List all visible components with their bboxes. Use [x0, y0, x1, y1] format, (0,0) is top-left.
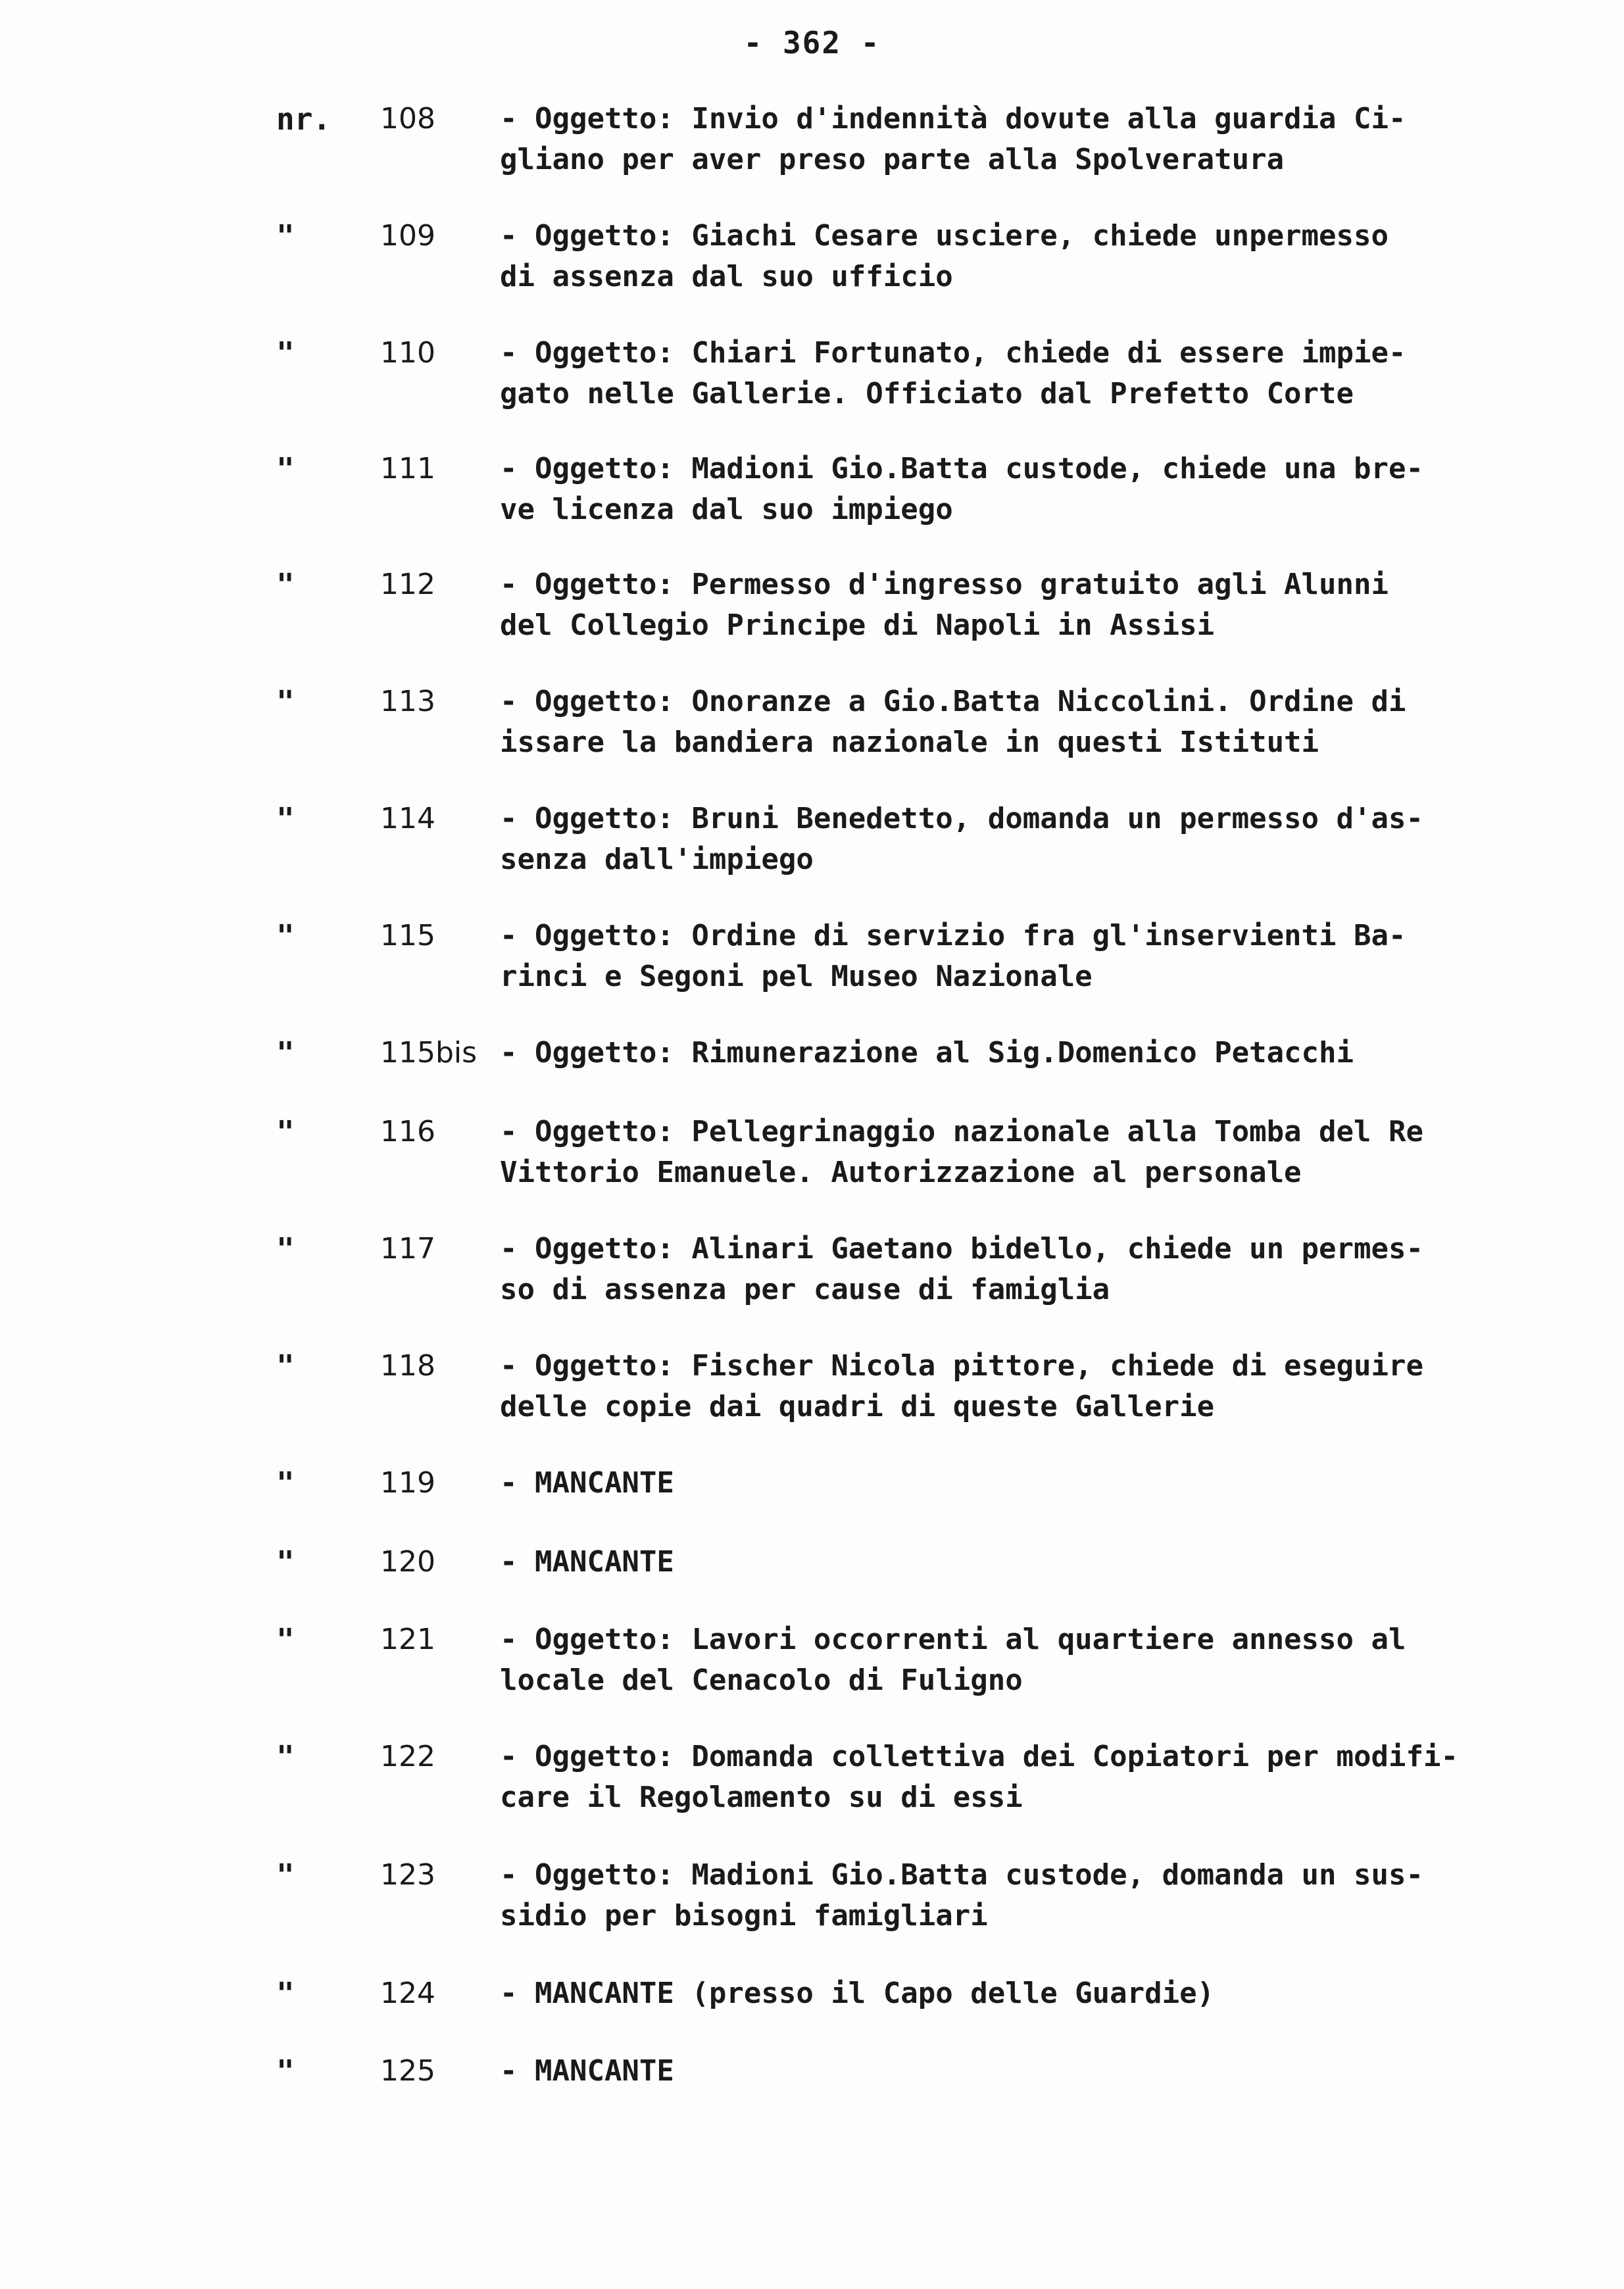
- entry-number: 112: [380, 568, 435, 601]
- entry-text: [500, 1346, 1592, 1427]
- entry-text: [500, 1463, 1592, 1504]
- entry-text: [500, 1542, 1592, 1583]
- entry-text-line: - Oggetto: Madioni Gio.Batta custode, chiede una bre-: [500, 452, 1423, 485]
- entry-text-line: - Oggetto: Onoranze a Gio.Batta Niccolini. Ordine di: [500, 685, 1406, 718]
- entry-text-line: - Oggetto: Fischer Nicola pittore, chiede di eseguire: [500, 1349, 1423, 1383]
- entry-number: 125: [380, 2054, 435, 2088]
- entry-prefix: ": [276, 1114, 295, 1150]
- entry-text-line: - Oggetto: Ordine di servizio fra gl'inservienti Ba-: [500, 919, 1406, 952]
- entry-number: 124: [380, 1977, 435, 2010]
- entry-text-line: care il Regolamento su di essi: [500, 1781, 1023, 1814]
- entry-text-line: - MANCANTE: [500, 2054, 674, 2088]
- entry-text-line: rinci e Segoni pel Museo Nazionale: [500, 960, 1093, 993]
- entry-text: [500, 1112, 1592, 1193]
- entry-text: [500, 916, 1592, 997]
- entry-prefix: ": [276, 218, 295, 254]
- entry-text: [500, 799, 1592, 880]
- entry-number: 120: [380, 1545, 435, 1579]
- entry-prefix: ": [276, 335, 295, 371]
- entry-text: [500, 99, 1592, 180]
- entry-number: 110: [380, 336, 435, 370]
- entry-text: [500, 333, 1592, 414]
- entry-number: 113: [380, 685, 435, 718]
- entry-text: [500, 449, 1592, 530]
- entry-text-line: gliano per aver preso parte alla Spolveratura: [500, 143, 1285, 176]
- entry-text-line: - MANCANTE: [500, 1545, 674, 1579]
- entry-prefix: ": [276, 1622, 295, 1658]
- entry-prefix: ": [276, 2054, 295, 2089]
- entry-prefix: ": [276, 1035, 295, 1071]
- entry-text-line: - Oggetto: Lavori occorrenti al quartiere annesso al: [500, 1623, 1406, 1656]
- entry-text: [500, 1619, 1592, 1701]
- entry-prefix: ": [276, 1544, 295, 1580]
- entry-text-line: - Oggetto: Invio d'indennità dovute alla guardia Ci-: [500, 102, 1406, 135]
- entry-number: 121: [380, 1623, 435, 1656]
- entry-text: [500, 1973, 1592, 2014]
- entry-text: [500, 564, 1592, 646]
- entry-text-line: - Oggetto: Rimunerazione al Sig.Domenico Petacchi: [500, 1036, 1354, 1070]
- entry-text-line: - Oggetto: Madioni Gio.Batta custode, domanda un sus-: [500, 1858, 1423, 1892]
- entry-prefix: ": [276, 1858, 295, 1893]
- entry-text: [500, 216, 1592, 297]
- entry-text: [500, 1229, 1592, 1310]
- entry-text-line: - Oggetto: Chiari Fortunato, chiede di essere impie-: [500, 336, 1406, 370]
- entry-prefix: ": [276, 801, 295, 837]
- entry-text-line: Vittorio Emanuele. Autorizzazione al personale: [500, 1156, 1302, 1189]
- entry-text-line: - MANCANTE (presso il Capo delle Guardie): [500, 1977, 1215, 2010]
- entry-prefix: ": [276, 1739, 295, 1775]
- entry-text-line: - Oggetto: Bruni Benedetto, domanda un permesso d'as-: [500, 802, 1423, 835]
- entry-text-line: locale del Cenacolo di Fuligno: [500, 1663, 1023, 1697]
- entry-text: [500, 1736, 1592, 1818]
- entry-number: 114: [380, 802, 435, 835]
- entry-number: 119: [380, 1466, 435, 1500]
- entry-number: 123: [380, 1858, 435, 1892]
- entry-prefix: ": [276, 451, 295, 487]
- entry-text: [500, 681, 1592, 763]
- entry-text-line: - Oggetto: Alinari Gaetano bidello, chiede un permes-: [500, 1232, 1423, 1266]
- entry-prefix: ": [276, 684, 295, 720]
- entry-prefix: ": [276, 567, 295, 603]
- entry-text-line: ve licenza dal suo impiego: [500, 493, 953, 526]
- entry-number: 116: [380, 1115, 435, 1148]
- entry-number: 111: [380, 452, 435, 485]
- entry-prefix: ": [276, 1231, 295, 1267]
- entry-number: 117: [380, 1232, 435, 1266]
- entry-text-line: del Collegio Principe di Napoli in Assisi: [500, 608, 1215, 642]
- entry-prefix: ": [276, 1348, 295, 1384]
- entry-prefix: nr.: [276, 101, 332, 137]
- entry-number: 115: [380, 919, 435, 952]
- entry-text-line: senza dall'impiego: [500, 843, 814, 876]
- entry-text-line: - Oggetto: Permesso d'ingresso gratuito agli Alunni: [500, 568, 1389, 601]
- entry-text-line: - Oggetto: Giachi Cesare usciere, chiede unpermesso: [500, 219, 1389, 253]
- entry-number: 108: [380, 102, 435, 135]
- entry-prefix: ": [276, 1976, 295, 2011]
- page-number: - 362 -: [743, 25, 881, 61]
- entry-prefix: ": [276, 1465, 295, 1501]
- entry-text: [500, 2051, 1592, 2092]
- entry-number: 115bis: [380, 1036, 478, 1070]
- entry-text-line: - MANCANTE: [500, 1466, 674, 1500]
- entry-number: 118: [380, 1349, 435, 1383]
- entry-text-line: - Oggetto: Domanda collettiva dei Copiatori per modifi-: [500, 1740, 1458, 1773]
- entry-number: 122: [380, 1740, 435, 1773]
- entry-text-line: gato nelle Gallerie. Officiato dal Prefetto Corte: [500, 377, 1354, 410]
- entry-text: [500, 1855, 1592, 1936]
- entry-text-line: - Oggetto: Pellegrinaggio nazionale alla Tomba del Re: [500, 1115, 1423, 1148]
- entry-prefix: ": [276, 918, 295, 954]
- entry-text: [500, 1033, 1592, 1073]
- entry-text-line: issare la bandiera nazionale in questi Istituti: [500, 726, 1319, 759]
- entry-text-line: sidio per bisogni famigliari: [500, 1899, 988, 1932]
- entry-text-line: di assenza dal suo ufficio: [500, 260, 953, 293]
- entry-text-line: so di assenza per cause di famiglia: [500, 1273, 1110, 1306]
- entry-text-line: delle copie dai quadri di queste Gallerie: [500, 1390, 1215, 1423]
- entry-number: 109: [380, 219, 435, 253]
